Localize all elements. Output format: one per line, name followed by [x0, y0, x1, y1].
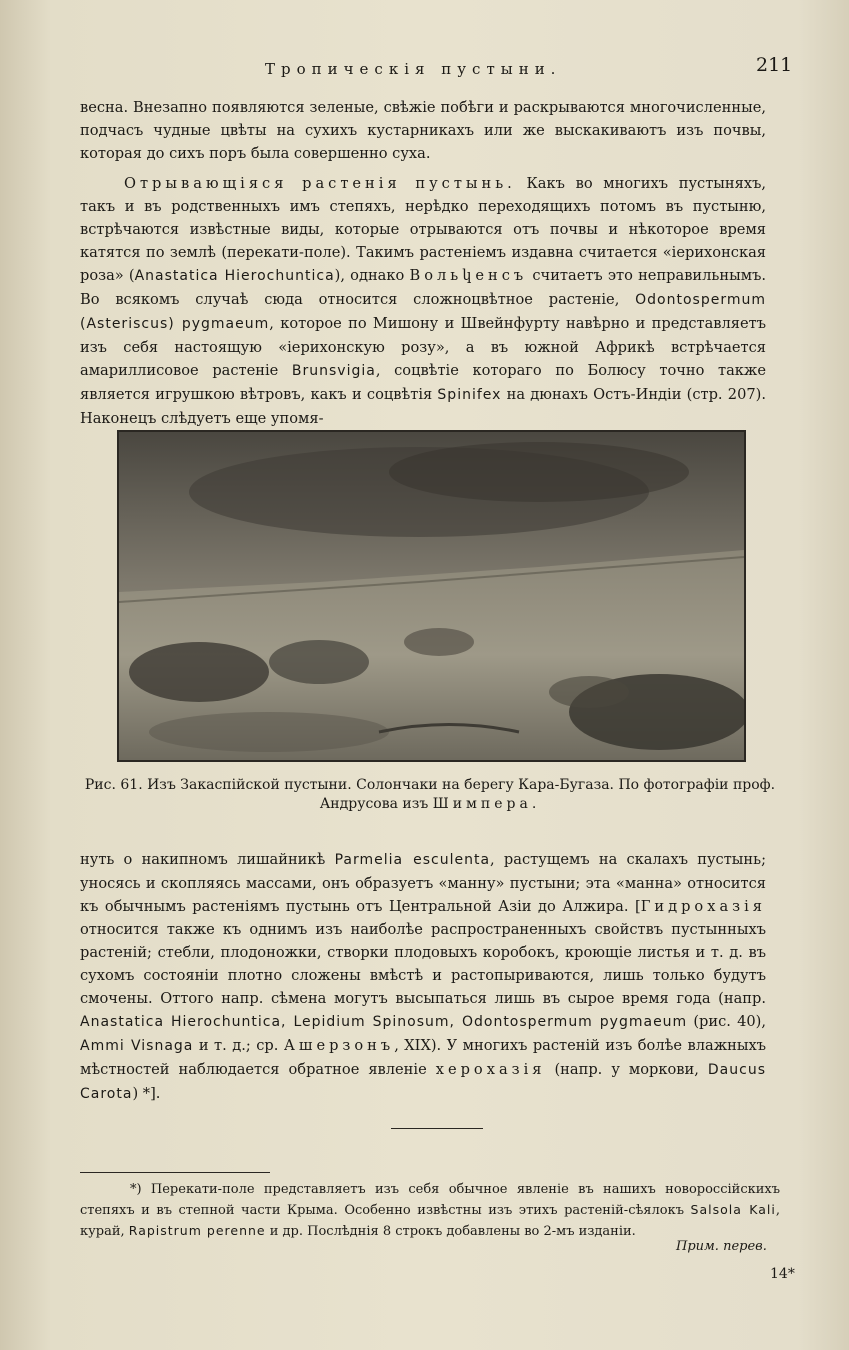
section-separator [391, 1128, 483, 1129]
species-name: Salsola Kali [690, 1202, 776, 1217]
paragraph-2-text: , которое по Мишону и Швейнфурту навѣрно и представляетъ изъ себя настоящую «іерихонскую розу», а въ южной Африкѣ встрѣчается амариллисовое растеніе [80, 315, 766, 379]
paragraph-2 [80, 172, 766, 430]
footnote-text: , курай, [80, 1203, 780, 1239]
desert-photograph [117, 430, 746, 762]
species-name: Anastatica Hierochuntica [134, 268, 335, 284]
footnote-signature: Прим. перев. [676, 1239, 767, 1254]
footnote-text: и др. Послѣднія 8 строкъ добавлены во 2-мъ изданіи. [265, 1224, 636, 1239]
caption-line-1: Рис. 61. Изъ Закаспійской пустыни. Солончаки на берегу Кара-Бугаза. По фотографіи проф. [84, 777, 776, 793]
species-name: Rapistrum perenne [128, 1223, 266, 1238]
paragraph-3-text: относится также къ однимъ изъ наиболѣе распространенныхъ свойствъ пустынныхъ растеній; стебли, плодоножки, створки плодовыхъ коробокъ, кроющіе листья и т. д. въ сухомъ состояніи плотно сложены вмѣстѣ и растопыриваются, лишь только будутъ смочены. Оттого напр. сѣмена могутъ высыпаться лишь въ сырое время года (напр. [80, 921, 766, 1007]
footnote [80, 1180, 780, 1242]
species-name: Brunsvigia [291, 363, 376, 379]
footnote-rule [80, 1172, 270, 1173]
caption-text: Андрусова изъ [319, 796, 433, 812]
paragraph-2-text: считаетъ это неправильнымъ. Во всякомъ случаѣ сюда относится сложноцвѣтное растеніе, [80, 267, 766, 308]
figure-caption [80, 776, 780, 814]
photo-image [119, 432, 744, 760]
running-title: Тропическія пустыни. [265, 60, 562, 78]
paragraph-3-text: нуть о накипномъ лишайникѣ [80, 851, 335, 868]
term-name: Гидрохазія [640, 898, 766, 915]
species-name: Parmelia esculenta [334, 852, 491, 868]
paragraph-1-text: весна. Внезапно появляются зеленые, свѣжіе побѣги и раскрываются многочисленные, подчасъ чудные цвѣты на сухихъ кустарникахъ или же выскакиваютъ изъ почвы, которая до сихъ поръ была совершенно суха. [80, 99, 766, 162]
paragraph-2-text: Какъ во многихъ пустыняхъ, такъ и въ родственныхъ имъ степяхъ, нерѣдко переходящихъ потомъ въ пустыню, встрѣчаются извѣстные виды, которые отрываются отъ почвы и нѣкоторое время катятся по землѣ (перекати-поле). Такимъ растеніемъ издавна считается «іерихонская роза» ( [80, 175, 766, 284]
paragraph-2-text: на дюнахъ Остъ-Индіи (стр. 207). Наконецъ слѣдуетъ еще упомя- [80, 386, 766, 427]
author-name: Вольկенсъ [409, 267, 528, 284]
paragraph-3-text: (рис. 40), [687, 1013, 766, 1030]
footnote-text: *) Перекати-поле представляетъ изъ себя обычное явленіе въ нашихъ новороссійскихъ степяхъ и въ степной части Крыма. Особенно извѣстны изъ этихъ растеній-сѣялокъ [80, 1182, 780, 1218]
paragraph-3-text: ) *]. [132, 1085, 161, 1102]
paragraph-3-text: (напр. у моркови, [545, 1061, 708, 1078]
paragraph-2-text: , соцвѣтіе котораго по Болюсу точно также является игрушкою вѣтровъ, какъ и соцвѣтія [80, 362, 766, 403]
caption-author: Шимпера. [432, 796, 541, 812]
paragraph-3 [80, 848, 766, 1106]
paragraph-1 [80, 96, 766, 165]
paragraph-3-text: , растущемъ на скалахъ пустынь; уносясь и скопляясь массами, онъ образуетъ «манну» пустыни; эта «манна» относится къ обычнымъ растеніямъ пустынь отъ Центральной Азіи до Алжира. [ [80, 851, 766, 915]
paragraph-3-text: и т. д.; ср. [193, 1037, 284, 1054]
paragraph-3-text: , XIX). У многихъ растеній изъ болѣе влажныхъ мѣстностей наблюдается обратное явленіе [80, 1037, 766, 1078]
page-number: 211 [756, 54, 793, 76]
signature-mark: 14* [770, 1266, 795, 1282]
species-name: Daucus Carota [80, 1062, 766, 1102]
section-heading: Отрывающіяся растенія пустынь. [124, 175, 516, 192]
caption-line-2 [80, 795, 780, 814]
species-name: Odontospermum (Asteriscus) pygmaeum [80, 292, 766, 332]
paragraph-2-text: ), однако [334, 267, 410, 284]
species-name: Spinifex [437, 387, 502, 403]
author-name: Ашерзонъ [283, 1037, 395, 1054]
term-name: херохазія [435, 1061, 546, 1078]
species-name: Ammi Visnaga [80, 1038, 194, 1054]
species-name: Anastatica Hierochuntica, Lepidium Spinosum, Odontospermum pygmaeum [80, 1014, 688, 1030]
